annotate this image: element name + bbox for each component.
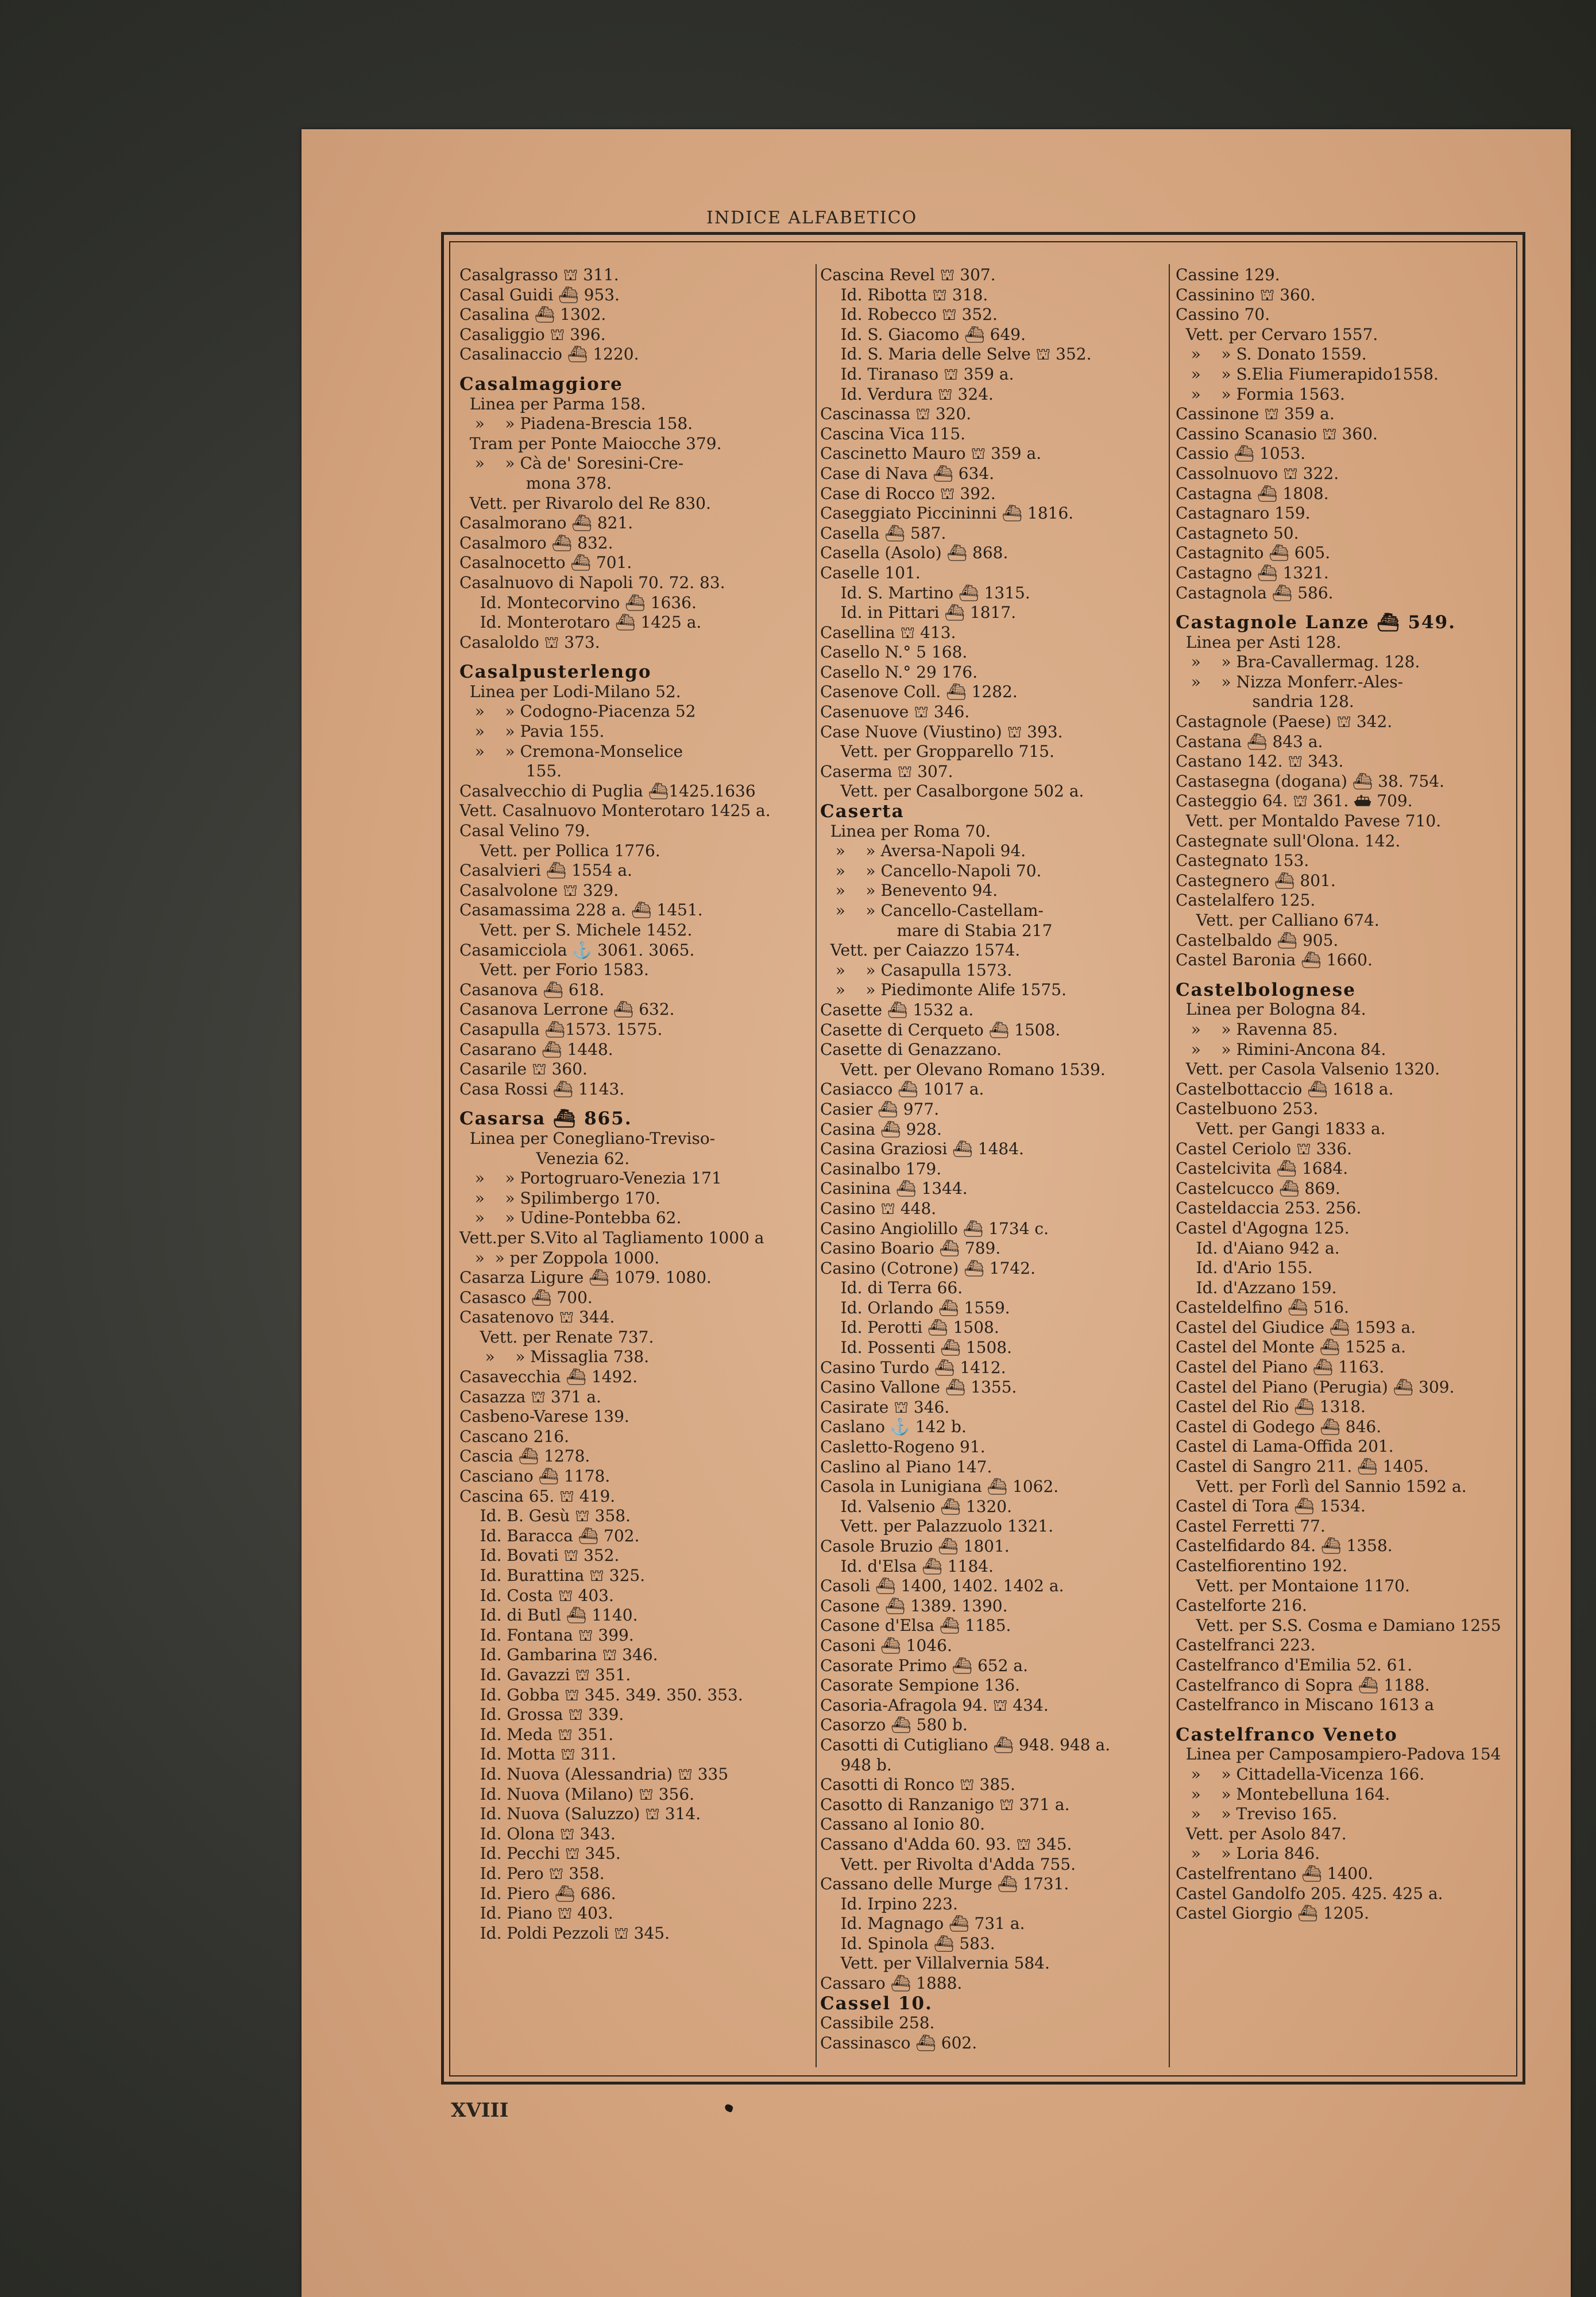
index-entry: Vett. per Calliano 674. [1176, 911, 1379, 930]
index-entry: Castel Baronia ⛴ 1660. [1176, 950, 1373, 970]
index-entry: Id. d'Azzano 159. [1176, 1278, 1337, 1297]
index-entry: Casino Angiolillo ⛴ 1734 c. [820, 1219, 1049, 1238]
index-entry: Cascinassa ⛫ 320. [820, 404, 972, 424]
index-heading: Caserta [820, 801, 905, 822]
index-entry: » » Portogruaro-Venezia 171 [459, 1169, 722, 1188]
index-entry: Casina ⛴ 928. [820, 1119, 942, 1139]
index-entry: Casalina ⛴ 1302. [459, 305, 606, 324]
index-entry: Id. Tiranaso ⛫ 359 a. [820, 364, 1014, 384]
index-entry: Id. B. Gesù ⛫ 358. [459, 1506, 631, 1526]
index-entry: sandria 128. [1176, 692, 1354, 711]
index-entry: Castegnato 153. [1176, 851, 1309, 871]
index-entry: » » Benevento 94. [820, 881, 998, 900]
index-entry: Id. Fontana ⛫ 399. [459, 1625, 634, 1645]
index-entry: Castelfiorentino 192. [1176, 1556, 1348, 1575]
index-entry: Castagnaro 159. [1176, 504, 1311, 523]
index-entry: Casino Turdo ⛴ 1412. [820, 1358, 1006, 1377]
index-entry: Casette di Cerqueto ⛴ 1508. [820, 1020, 1061, 1039]
index-entry: » » S. Donato 1559. [1176, 345, 1367, 364]
index-entry: Vett. per Casalborgone 502 a. [820, 782, 1084, 801]
index-entry: Id. Piano ⛫ 403. [459, 1904, 613, 1923]
index-entry: Casone ⛴ 1389. 1390. [820, 1596, 1008, 1615]
index-entry: Castagna ⛴ 1808. [1176, 484, 1329, 503]
index-entry: Castel di Godego ⛴ 846. [1176, 1417, 1382, 1436]
index-entry: Id. Olona ⛫ 343. [459, 1824, 616, 1843]
index-entry: Vett. per S. Michele 1452. [459, 921, 693, 939]
index-entry: Linea per Roma 70. [820, 821, 991, 841]
index-entry: Casellina ⛫ 413. [820, 622, 956, 642]
index-entry: Id. Costa ⛫ 403. [459, 1586, 614, 1605]
index-entry: Linea per Parma 158. [459, 394, 646, 413]
index-entry: Vett. per Gropparello 715. [820, 742, 1055, 761]
index-entry: Castel di Tora ⛴ 1534. [1176, 1496, 1366, 1516]
index-entry: Casarile ⛫ 360. [459, 1059, 588, 1079]
index-entry: Castel di Lama-Offida 201. [1176, 1437, 1394, 1456]
index-entry: Linea per Camposampiero-Padova 154 [1176, 1745, 1501, 1764]
index-entry: Casone d'Elsa ⛴ 1185. [820, 1616, 1011, 1635]
index-entry: Vett. per Forlì del Sannio 1592 a. [1176, 1476, 1467, 1496]
index-entry: Casa Rossi ⛴ 1143. [459, 1079, 625, 1099]
index-entry: Casbeno-Varese 139. [459, 1407, 629, 1426]
index-entry: Casteggio 64. ⛫ 361. ⛴ 709. [1176, 791, 1413, 811]
index-entry: Castelcucco ⛴ 869. [1176, 1178, 1340, 1198]
index-entry: Casette ⛴ 1532 a. [820, 1000, 974, 1019]
index-entry: Id. Nuova (Milano) ⛫ 356. [459, 1784, 695, 1804]
index-entry: Casaloldo ⛫ 373. [459, 632, 600, 652]
index-column-2 [820, 265, 1165, 2053]
index-entry: » » Cremona-Monselice [459, 741, 683, 761]
index-entry: Castegnate sull'Olona. 142. [1176, 831, 1401, 850]
index-entry: » » Udine-Pontebba 62. [459, 1208, 682, 1228]
index-entry: Id. Gavazzi ⛫ 351. [459, 1665, 631, 1684]
index-entry: Id. Robecco ⛫ 352. [820, 305, 998, 324]
page-header: INDICE ALFABETICO [706, 208, 918, 228]
column-rule-2 [1169, 264, 1170, 2067]
index-entry: Casteldelfino ⛴ 516. [1176, 1298, 1349, 1317]
index-entry: Vett. per Rivolta d'Adda 755. [820, 1854, 1076, 1874]
index-entry: Vett. per Montaione 1170. [1176, 1576, 1410, 1595]
index-entry: Casirate ⛫ 346. [820, 1397, 950, 1417]
index-entry: Castelalfero 125. [1176, 891, 1316, 910]
index-entry: Vett. per Rivarolo del Re 830. [459, 493, 711, 513]
index-entry: Casorzo ⛴ 580 b. [820, 1715, 968, 1735]
index-entry: Id. Gambarina ⛫ 346. [459, 1645, 658, 1665]
index-entry: Id. Perotti ⛴ 1508. [820, 1318, 999, 1337]
index-entry: Casalvolone ⛫ 329. [459, 880, 619, 900]
index-entry: Castelbaldo ⛴ 905. [1176, 930, 1339, 950]
index-entry: Casenove Coll. ⛴ 1282. [820, 682, 1018, 702]
index-entry: Id. Irpino 223. [820, 1894, 958, 1913]
index-entry: Casal Velino 79. [459, 821, 590, 841]
index-entry: Castel del Rio ⛴ 1318. [1176, 1397, 1366, 1417]
index-entry: Castagneto 50. [1176, 523, 1299, 543]
index-entry: Id. Ribotta ⛫ 318. [820, 285, 988, 304]
index-entry: Casinina ⛴ 1344. [820, 1179, 968, 1198]
index-entry: Id. S. Martino ⛴ 1315. [820, 583, 1030, 602]
index-entry: Castagnito ⛴ 605. [1176, 543, 1331, 563]
index-entry: Casoli ⛴ 1400, 1402. 1402 a. [820, 1576, 1064, 1596]
index-entry: Cascia ⛴ 1278. [459, 1447, 590, 1466]
index-entry: Castelfidardo 84. ⛴ 1358. [1176, 1536, 1393, 1556]
index-entry: Castelfranco di Sopra ⛴ 1188. [1176, 1675, 1430, 1695]
index-entry: Castegnero ⛴ 801. [1176, 871, 1336, 890]
index-entry: Castelfranco in Miscano 1613 a [1176, 1695, 1435, 1715]
index-entry: Vett. per Pollica 1776. [459, 841, 660, 860]
index-entry: mare di Stabia 217 [820, 921, 1053, 940]
index-column-3 [1176, 265, 1514, 1924]
index-entry: Cassino 70. [1176, 305, 1270, 324]
index-entry: Id. Pero ⛫ 358. [459, 1863, 605, 1883]
index-entry: Cassio ⛴ 1053. [1176, 444, 1306, 463]
index-entry: Cascina 65. ⛫ 419. [459, 1486, 616, 1506]
index-entry: » » Casapulla 1573. [820, 960, 1013, 980]
index-entry: Linea per Conegliano-Treviso- [459, 1128, 716, 1148]
index-entry: » » Missaglia 738. [459, 1347, 650, 1367]
index-entry: » » Piedimonte Alife 1575. [820, 980, 1066, 1000]
index-entry: » » Cancello-Castellam- [820, 901, 1044, 920]
index-entry: » » per Zoppola 1000. [459, 1248, 660, 1267]
index-entry: Id. Verdura ⛫ 324. [820, 384, 994, 404]
index-entry: Casalnocetto ⛴ 701. [459, 553, 632, 573]
index-entry: Casarano ⛴ 1448. [459, 1039, 613, 1059]
index-entry: Casapulla ⛴1573. 1575. [459, 1019, 663, 1039]
index-entry: Id. S. Giacomo ⛴ 649. [820, 324, 1026, 344]
index-entry: Casette di Genazzano. [820, 1040, 1002, 1059]
index-entry: Castelfrentano ⛴ 1400. [1176, 1863, 1373, 1883]
index-entry: » » Cancello-Napoli 70. [820, 861, 1042, 880]
index-entry: Castelfranco d'Emilia 52. 61. [1176, 1655, 1413, 1675]
index-entry: Id. d'Ario 155. [1176, 1258, 1313, 1278]
index-entry: Cassinone ⛫ 359 a. [1176, 404, 1335, 424]
index-entry: Casciano ⛴ 1178. [459, 1467, 610, 1486]
index-entry: Id. Poldi Pezzoli ⛫ 345. [459, 1923, 670, 1943]
index-entry: 948 b. [820, 1755, 892, 1774]
index-entry: Vett. per Villalvernia 584. [820, 1954, 1050, 1973]
index-entry: Casteldaccia 253. 256. [1176, 1198, 1362, 1218]
index-entry: » » Rimini-Ancona 84. [1176, 1039, 1386, 1059]
index-entry: Id. di Terra 66. [820, 1278, 963, 1298]
index-entry: Id. di Butl ⛴ 1140. [459, 1606, 638, 1625]
index-entry: Casiacco ⛴ 1017 a. [820, 1080, 984, 1099]
index-entry: » » Treviso 165. [1176, 1804, 1338, 1824]
index-entry: Castelforte 216. [1176, 1596, 1307, 1615]
index-entry: Casaliggio ⛫ 396. [459, 324, 606, 344]
index-entry: Id. Spinola ⛴ 583. [820, 1933, 995, 1953]
index-entry: Casoria-Afragola 94. ⛫ 434. [820, 1695, 1049, 1715]
index-entry: Casino (Cotrone) ⛴ 1742. [820, 1258, 1035, 1278]
index-entry: Casorate Primo ⛴ 652 a. [820, 1656, 1029, 1675]
index-entry: Vett. per Montaldo Pavese 710. [1176, 811, 1442, 831]
index-entry: Casoni ⛴ 1046. [820, 1635, 952, 1655]
index-heading: Castelfranco Veneto [1176, 1724, 1398, 1745]
index-entry: » » Cittadella-Vicenza 166. [1176, 1764, 1425, 1784]
index-entry: Castelcivita ⛴ 1684. [1176, 1159, 1348, 1178]
index-entry: Casanova ⛴ 618. [459, 980, 605, 999]
index-heading: Castagnole Lanze ⛴ 549. [1176, 612, 1456, 633]
index-entry: Casello N.° 29 176. [820, 662, 978, 682]
index-entry: Linea per Asti 128. [1176, 632, 1342, 652]
index-entry: Casazza ⛫ 371 a. [459, 1387, 601, 1406]
index-entry: Cassinino ⛫ 360. [1176, 285, 1316, 304]
index-entry: Cassibile 258. [820, 2013, 935, 2033]
index-entry: Castel Giorgio ⛴ 1205. [1176, 1904, 1369, 1923]
index-entry: Casina Graziosi ⛴ 1484. [820, 1139, 1024, 1159]
index-entry: Casalgrasso ⛫ 311. [459, 265, 619, 284]
index-entry: Casalinaccio ⛴ 1220. [459, 345, 639, 364]
index-entry: Id. Bovati ⛫ 352. [459, 1546, 620, 1565]
index-entry: Vett. per Asolo 847. [1176, 1824, 1347, 1843]
index-entry: Castelfranci 223. [1176, 1635, 1316, 1655]
index-entry: » » Spilimbergo 170. [459, 1188, 660, 1208]
index-entry: Castel del Piano (Perugia) ⛴ 309. [1176, 1377, 1455, 1397]
index-entry: Cascina Vica 115. [820, 424, 966, 443]
index-entry: Id. in Pittari ⛴ 1817. [820, 603, 1017, 622]
index-entry: Cassano delle Murge ⛴ 1731. [820, 1874, 1069, 1894]
index-entry: Casavecchia ⛴ 1492. [459, 1367, 638, 1387]
index-entry: » » S.Elia Fiumerapido1558. [1176, 364, 1439, 384]
index-entry: Castasegna (dogana) ⛴ 38. 754. [1176, 771, 1445, 791]
index-entry: Castagno ⛴ 1321. [1176, 563, 1329, 582]
index-entry: Castano 142. ⛫ 343. [1176, 752, 1344, 771]
index-entry: Vett. per Forio 1583. [459, 960, 649, 980]
index-entry: Id. Valsenio ⛴ 1320. [820, 1496, 1012, 1516]
index-entry: Id. Magnago ⛴ 731 a. [820, 1914, 1025, 1933]
index-entry: Id. Monterotaro ⛴ 1425 a. [459, 613, 702, 632]
index-entry: Cassinasco ⛴ 602. [820, 2033, 977, 2052]
index-entry: Castel di Sangro 211. ⛴ 1405. [1176, 1457, 1429, 1476]
index-entry: Case di Rocco ⛫ 392. [820, 484, 996, 503]
index-entry: Cassino Scanasio ⛫ 360. [1176, 424, 1378, 443]
index-entry: Caserma ⛫ 307. [820, 761, 953, 781]
index-entry: Casello N.° 5 168. [820, 643, 968, 662]
index-entry: Casorate Sempione 136. [820, 1676, 1021, 1695]
index-entry: Casalmoro ⛴ 832. [459, 533, 613, 552]
index-entry: » » Nizza Monferr.-Ales- [1176, 672, 1404, 691]
index-heading: Casalmaggiore [459, 373, 623, 395]
index-entry: Castagnole (Paese) ⛫ 342. [1176, 712, 1393, 732]
index-entry: Caslino al Piano 147. [820, 1457, 992, 1476]
index-entry: Cascinetto Mauro ⛫ 359 a. [820, 444, 1042, 463]
index-entry: Cassano al Ionio 80. [820, 1815, 986, 1834]
index-entry: Casino Boario ⛴ 789. [820, 1239, 1001, 1258]
index-entry: Id. Grossa ⛫ 339. [459, 1705, 624, 1724]
page-number: XVIII [451, 2099, 509, 2122]
index-entry: Caselle 101. [820, 563, 921, 582]
index-entry: Id. d'Elsa ⛴ 1184. [820, 1556, 994, 1576]
index-entry: Vett. per Olevano Romano 1539. [820, 1059, 1106, 1079]
index-entry: Caslano ⚓ 142 b. [820, 1417, 967, 1437]
index-entry: Casella ⛴ 587. [820, 523, 946, 543]
index-entry: Castel Ferretti 77. [1176, 1516, 1326, 1536]
index-entry: Vett. per S.S. Cosma e Damiano 1255 [1176, 1615, 1501, 1635]
index-entry: Casarza Ligure ⛴ 1079. 1080. [459, 1268, 712, 1287]
index-heading: Casarsa ⛴ 865. [459, 1108, 632, 1130]
index-entry: Castel del Giudice ⛴ 1593 a. [1176, 1317, 1416, 1337]
index-entry: Casasco ⛴ 700. [459, 1287, 593, 1307]
index-entry: Casier ⛴ 977. [820, 1099, 940, 1119]
index-entry: Tram per Ponte Maiocche 379. [459, 434, 722, 453]
index-entry: Casatenovo ⛫ 344. [459, 1308, 615, 1327]
index-entry: Casalmorano ⛴ 821. [459, 513, 633, 533]
index-entry: Casotti di Ronco ⛫ 385. [820, 1775, 1015, 1795]
index-entry: Id. Piero ⛴ 686. [459, 1884, 616, 1903]
index-entry: » » Piadena-Brescia 158. [459, 414, 693, 434]
index-entry: Id. d'Aiano 942 a. [1176, 1238, 1340, 1258]
index-entry: » » Ravenna 85. [1176, 1019, 1338, 1039]
column-rule-1 [816, 264, 817, 2067]
index-entry: Cascano 216. [459, 1426, 569, 1446]
index-entry: mona 378. [459, 473, 612, 493]
index-entry: » » Montebelluna 164. [1176, 1784, 1390, 1804]
index-entry: Id. Possenti ⛴ 1508. [820, 1338, 1013, 1358]
index-entry: » » Bra-Cavallermag. 128. [1176, 652, 1420, 672]
index-entry: » » Formia 1563. [1176, 384, 1345, 404]
index-entry: Castel d'Agogna 125. [1176, 1218, 1350, 1238]
index-entry: Vett. per Cervaro 1557. [1176, 324, 1378, 344]
index-entry: Cassolnuovo ⛫ 322. [1176, 463, 1339, 483]
index-entry: Id. S. Maria delle Selve ⛫ 352. [820, 345, 1092, 364]
index-entry: Cassine 129. [1176, 265, 1280, 284]
index-entry: Casotti di Cutigliano ⛴ 948. 948 a. [820, 1735, 1111, 1754]
index-entry: Id. Nuova (Alessandria) ⛫ 335 [459, 1764, 729, 1784]
index-entry: Vett. per Palazzuolo 1321. [820, 1517, 1054, 1536]
index-entry: Id. Motta ⛫ 311. [459, 1745, 616, 1764]
index-entry: Casino Vallone ⛴ 1355. [820, 1378, 1017, 1397]
index-entry: Castel Gandolfo 205. 425. 425 a. [1176, 1884, 1443, 1903]
index-entry: Casalvieri ⛴ 1554 a. [459, 861, 632, 880]
index-entry: Castel del Monte ⛴ 1525 a. [1176, 1337, 1406, 1357]
index-entry: » » Pavia 155. [459, 722, 605, 741]
index-entry: Casella (Asolo) ⛴ 868. [820, 543, 1008, 563]
index-entry: Casole Bruzio ⛴ 1801. [820, 1537, 1010, 1556]
index-entry: Linea per Lodi-Milano 52. [459, 682, 681, 701]
index-entry: Id. Pecchi ⛫ 345. [459, 1844, 621, 1863]
index-entry: Vett. per Caiazzo 1574. [820, 941, 1021, 960]
index-heading: Castelbolognese [1176, 979, 1356, 1000]
index-entry: » » Loria 846. [1176, 1844, 1320, 1863]
index-entry: Case Nuove (Viustino) ⛫ 393. [820, 722, 1063, 741]
index-entry: Id. Orlando ⛴ 1559. [820, 1298, 1010, 1317]
index-entry: Casenuove ⛫ 346. [820, 702, 970, 722]
index-entry: Castana ⛴ 843 a. [1176, 732, 1323, 751]
index-entry: 155. [459, 761, 562, 781]
index-entry: Casanova Lerrone ⛴ 632. [459, 1000, 675, 1019]
index-entry: Id. Montecorvino ⛴ 1636. [459, 593, 697, 612]
index-entry: Casola in Lunigiana ⛴ 1062. [820, 1477, 1059, 1496]
index-heading: Cassel 10. [820, 1993, 933, 2014]
index-entry: Casalnuovo di Napoli 70. 72. 83. [459, 573, 725, 592]
index-entry: Casamicciola ⚓ 3061. 3065. [459, 940, 695, 960]
index-entry: Castel Ceriolo ⛫ 336. [1176, 1139, 1352, 1158]
index-entry: Cassano d'Adda 60. 93. ⛫ 345. [820, 1834, 1072, 1854]
index-entry: Id. Baracca ⛴ 702. [459, 1526, 640, 1545]
index-entry: » » Cà de' Soresini-Cre- [459, 454, 684, 473]
index-entry: Linea per Bologna 84. [1176, 1000, 1366, 1019]
index-entry: Caseggiato Piccininni ⛴ 1816. [820, 504, 1074, 523]
index-entry: Vett. per Gangi 1833 a. [1176, 1119, 1386, 1138]
index-entry: Vett.per S.Vito al Tagliamento 1000 a [459, 1228, 764, 1247]
index-entry: Casletto-Rogeno 91. [820, 1437, 986, 1457]
index-entry: Case di Nava ⛴ 634. [820, 463, 995, 483]
index-entry: Id. Nuova (Saluzzo) ⛫ 314. [459, 1804, 701, 1824]
index-entry: Castagnola ⛴ 586. [1176, 583, 1334, 602]
index-entry: Id. Gobba ⛫ 345. 349. 350. 353. [459, 1685, 743, 1704]
index-entry: Casino ⛫ 448. [820, 1198, 937, 1218]
index-entry: Castel del Piano ⛴ 1163. [1176, 1358, 1385, 1377]
index-heading: Casalpusterlengo [459, 662, 652, 683]
index-entry: » » Codogno-Piacenza 52 [459, 702, 696, 721]
index-entry: Vett. per Renate 737. [459, 1327, 654, 1347]
index-entry: Casamassima 228 a. ⛴ 1451. [459, 900, 703, 920]
index-entry: » » Aversa-Napoli 94. [820, 841, 1026, 861]
index-entry: Venezia 62. [459, 1148, 630, 1168]
index-column-1 [459, 265, 810, 1943]
index-entry: Cascina Revel ⛫ 307. [820, 265, 996, 284]
index-entry: Casal Guidi ⛴ 953. [459, 285, 620, 304]
index-entry: Id. Burattina ⛫ 325. [459, 1566, 646, 1585]
index-entry: Casotto di Ranzanigo ⛫ 371 a. [820, 1795, 1070, 1814]
index-entry: Cassaro ⛴ 1888. [820, 1974, 963, 1993]
index-entry: Castelbottaccio ⛴ 1618 a. [1176, 1079, 1394, 1099]
index-entry: Castelbuono 253. [1176, 1099, 1319, 1119]
index-entry: Casalvecchio di Puglia ⛴1425.1636 [459, 781, 756, 801]
index-entry: Vett. Casalnuovo Monterotaro 1425 a. [459, 801, 771, 821]
index-entry: Id. Meda ⛫ 351. [459, 1724, 614, 1744]
index-entry: Casinalbo 179. [820, 1159, 942, 1178]
index-entry: Vett. per Casola Valsenio 1320. [1176, 1059, 1440, 1079]
